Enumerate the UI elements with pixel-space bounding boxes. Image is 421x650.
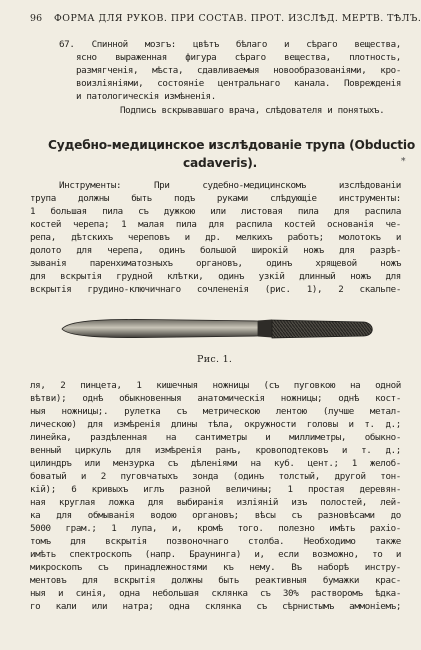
section-title-line: Судебно-медицинское изслѣдованіе трупа (Obductio [48, 138, 416, 152]
page-number: 96 [30, 13, 43, 24]
para2-line: линейка, раздѣленная на сантиметры и миллиметры, обыкно- [30, 432, 401, 443]
para1-line: репа, дѣтскихъ череповъ и др. мелкихъ работъ; молотокъ и [30, 232, 401, 243]
para2-line: го кали или натра; одна склянка съ сѣрнистымъ аммоніемъ; [30, 601, 401, 612]
item67-line: размягченія, мѣста, сдавливаемыя новообразованіями, кро- [76, 65, 401, 76]
para2-line: ка для обмыванія водою органовъ; вѣсы съ разновѣсами до [30, 510, 401, 521]
running-header [30, 13, 421, 27]
para2-line: имѣть спектроскопъ (напр. Браунинга) и, если возможно, то и [30, 549, 401, 560]
para1-line: Инструменты: При судебно-медицинскомъ изслѣдованіи [59, 180, 401, 191]
knife-bolster [258, 320, 272, 338]
para2-line: вѣтви); однѣ обыкновенныя анатомическія ножницы; однѣ кост- [30, 393, 401, 404]
para2-line: ля, 2 пинцета, 1 кишечныя ножницы (съ пуговкою на одной [30, 380, 401, 391]
para2-line: ныя и синія, одна небольшая склянка съ 30% растворомъ ѣдка- [30, 588, 401, 599]
para2-line: 5000 грам.; 1 лупа, и, кромѣ того. полезно имѣть рахіо- [30, 523, 401, 534]
knife-handle [272, 320, 372, 338]
section-title-line: cadaveris). [183, 156, 258, 170]
para2-line: венный циркуль для измѣренія ранъ, кровоподтековъ и т. д.; [30, 445, 401, 456]
item67-line: воизліяніями, состояніе центральнаго канала. Поврежденія [76, 78, 401, 89]
para1-line: трупа должны быть подъ руками слѣдующіе инструменты: [30, 193, 401, 204]
knife-blade [62, 319, 258, 337]
item67-line: и патологическія измѣненія. [76, 91, 216, 102]
para2-line: ная круглая ложка для выбиранія изліяній изъ полостей, лей- [30, 497, 401, 508]
signature-line: Подпись вскрывавшаго врача, слѣдователя и понятыхъ. [120, 105, 385, 116]
item67-line: ясно выраженная фигура сѣраго вещества, плотность, [76, 52, 401, 63]
para2-line: боватый и 2 пуговчатыхъ зонда (одинъ толстый, другой тон- [30, 471, 401, 482]
running-title: ФОРМА ДЛЯ РУКОВ. ПРИ СОСТАВ. ПРОТ. ИЗСЛѢД. МЕРТВ. ТѢЛЪ. [54, 13, 421, 24]
para2-line: ныя ножницы;. рулетка съ метрическою лентою (лучше метал- [30, 406, 401, 417]
figure-caption: Рис. 1. [197, 354, 233, 365]
para1-line: для вскрытія грудной клѣтки, одинъ узкій длинный ножъ для [30, 271, 401, 282]
para2-line: лическою) для измѣренія длины тѣла, окружности головы и т. д.; [30, 419, 401, 430]
para2-line: кій); 6 кривыхъ иглъ разной величины; 1 простая деревян- [30, 484, 401, 495]
para2-line: цилиндръ или мензурка съ дѣленіями на куб. цент.; 1 желоб- [30, 458, 401, 469]
para1-line: костей черепа; 1 малая пила для распила костей основанія че- [30, 219, 401, 230]
para1-line: вскрытія грудино-ключичнаго сочлененія (рис. 1), 2 скальпе- [30, 284, 401, 295]
para2-line: ментовъ для вскрытія должны быть реактивныя бумажки крас- [30, 575, 401, 586]
section-title [48, 136, 416, 172]
para2-line: микроскопъ съ принадлежностями къ нему. Въ наборѣ инстру- [30, 562, 401, 573]
para1-line: долото для черепа, одинъ большой широкій ножъ для разрѣ- [30, 245, 401, 256]
para1-line: зыванія паренхиматозныхъ органовъ, одинъ хрящевой ножъ [30, 258, 401, 269]
margin-mark: * [401, 157, 406, 167]
knife-illustration [58, 312, 380, 346]
para2-line: томъ для вскрытія позвоночнаго столба. Необходимо также [30, 536, 401, 547]
para1-line: 1 большая пила съ дужкою или листовая пила для распила [30, 206, 401, 217]
item67-line: 67. Спинной мозгъ: цвѣтъ бѣлаго и сѣраго вещества, [59, 39, 401, 50]
